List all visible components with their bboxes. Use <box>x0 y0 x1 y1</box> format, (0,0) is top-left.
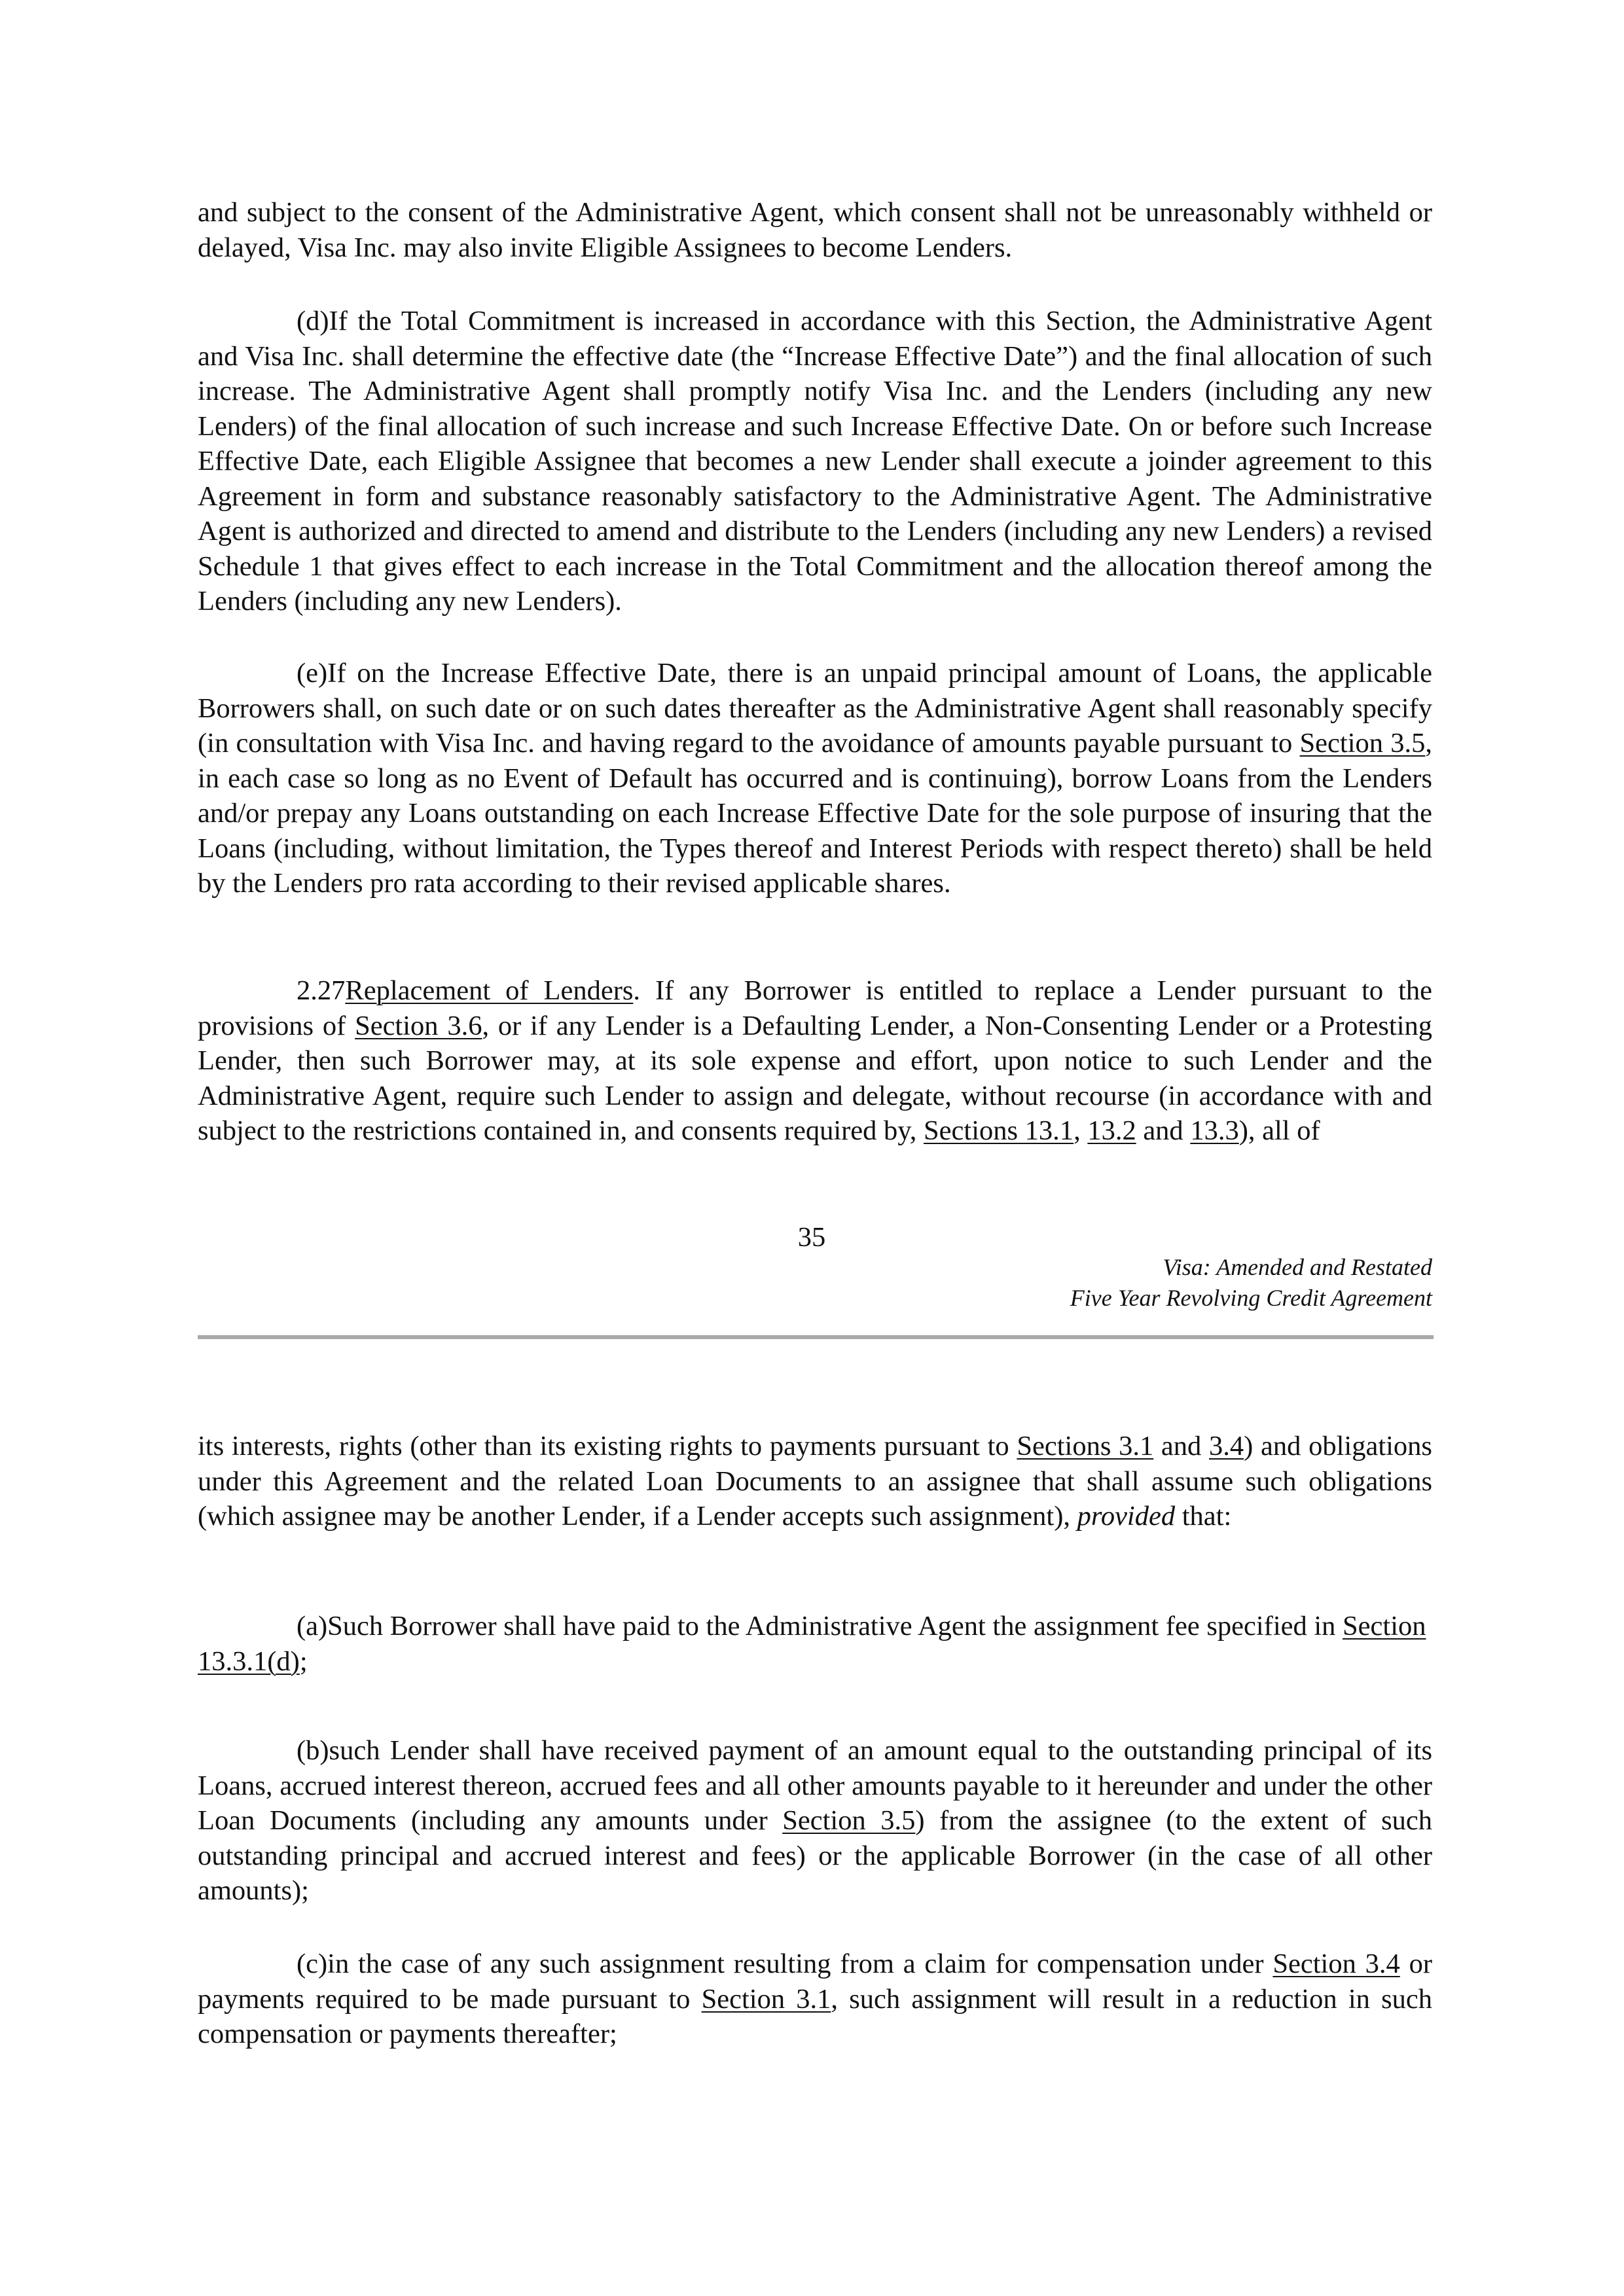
paragraph-text: and subject to the consent of the Administrative Agent, which consent shall not be unreasonably withheld or delayed, Visa Inc. may also invite Eligible Assignees to become Lenders. <box>198 197 1432 263</box>
paragraph-text: (d)If the Total Commitment is increased in accordance with this Section, the Administrative Agent and Visa Inc. shall determine the effective date (the “Increase Effective Date”) and the final allocation of such increase. The Administrative Agent shall promptly notify Visa Inc. and the Lenders (including any new Lenders) of the final allocation of such increase and such Increase Effective Date. On or before such Increase Effective Date, each Eligible Assignee that becomes a new Lender shall execute a joinder agreement to this Agreement in form and substance reasonably satisfactory to the Administrative Agent. The Administrative Agent is authorized and directed to amend and distribute to the Lenders (including any new Lenders) a revised Schedule 1 that gives effect to each increase in the Total Commitment and the allocation thereof among the Lenders (including any new Lenders). <box>198 306 1432 617</box>
paragraph-text: or payments required to be made pursuant to <box>198 1948 1432 2015</box>
paragraph-c <box>198 1946 1432 2052</box>
paragraph-text: (a)Such Borrower shall have paid to the Administrative Agent the assignment fee specified in <box>297 1611 1343 1641</box>
section-reference: 13.3 <box>1190 1115 1239 1146</box>
paragraph-text: , or if any Lender is a Defaulting Lender, a Non-Consenting Lender or a Protesting Lender, then such Borrower may, at its sole expense and effort, upon notice to such Lender and the Administrative Agent, require such Lender to assign and delegate, without recourse (in accordance with and subject to the restrictions contained in, and consents required by, <box>198 1010 1433 1146</box>
section-reference: Section 3.5 <box>1299 728 1426 759</box>
paragraph-text: and <box>1153 1431 1210 1462</box>
paragraph-text: (e)If on the Increase Effective Date, there is an unpaid principal amount of Loans, the applicable Borrowers shall, on such date or on such dates thereafter as the Administrative Agent shall reasonably specify (in consultation with Visa Inc. and having regard to the avoidance of amounts payable pursuant to <box>198 658 1432 759</box>
section-reference: Sections 13.1 <box>924 1115 1074 1146</box>
paragraph-2-27 <box>198 973 1432 1149</box>
emphasis-text: provided <box>1077 1501 1176 1532</box>
section-reference: 13.2 <box>1087 1115 1136 1146</box>
section-reference: Section 3.5 <box>782 1805 916 1836</box>
section-number: 2.27 <box>297 975 346 1006</box>
paragraph-a <box>198 1609 1432 1679</box>
paragraph-d <box>198 304 1432 619</box>
footer-line-2: Five Year Revolving Credit Agreement <box>1070 1285 1432 1311</box>
paragraph-text: . If any Borrower is entitled to replace a Lender pursuant to the provisions of <box>198 975 1433 1041</box>
paragraph-text: , in each case so long as no Event of Default has occurred and is continuing), borrow Loans from the Lenders and/or prepay any Loans outstanding on each Increase Effective Date for the sole purpose of insuring that the Loans (including, without limitation, the Types thereof and Interest Periods with respect thereto) shall be held by the Lenders pro rata according to their revised applicable shares. <box>198 728 1432 899</box>
paragraph-b <box>198 1733 1432 1909</box>
section-reference: 3.4 <box>1209 1431 1244 1462</box>
paragraph-e <box>198 656 1432 901</box>
paragraph-text: ), all of <box>1238 1115 1320 1146</box>
footer-line-1: Visa: Amended and Restated <box>1163 1254 1432 1280</box>
paragraph-text: its interests, rights (other than its existing rights to payments pursuant to <box>198 1431 1017 1462</box>
section-reference: Section 3.1 <box>701 1983 831 2015</box>
paragraph-text: and <box>1136 1115 1191 1146</box>
section-reference: Section 3.6 <box>355 1010 482 1041</box>
section-reference: Sections 3.1 <box>1017 1431 1154 1462</box>
paragraph-continuation-top <box>198 195 1432 265</box>
paragraph-text: (b)such Lender shall have received payment of an amount equal to the outstanding principal of its Loans, accrued interest thereon, accrued fees and all other amounts payable to it hereunder and under the other Loan Documents (including any amounts under <box>198 1735 1432 1836</box>
paragraph-text: ; <box>299 1645 308 1677</box>
page-number: 35 <box>797 1222 826 1253</box>
paragraph-text: ) and obligations under this Agreement and the related Loan Documents to an assignee that shall assume such obligations (which assignee may be another Lender, if a Lender accepts such assignment), <box>198 1431 1432 1532</box>
section-heading: Replacement of Lenders <box>345 975 634 1006</box>
page-divider <box>198 1335 1434 1339</box>
paragraph-text: ) from the assignee (to the extent of such outstanding principal and accrued interest and fees) or the applicable Borrower (in the case of all other amounts); <box>198 1805 1432 1906</box>
section-reference: Section 3.4 <box>1272 1948 1400 1979</box>
paragraph-text: , <box>1074 1115 1088 1146</box>
page-footer <box>1070 1252 1432 1314</box>
paragraph-text: that: <box>1175 1501 1232 1532</box>
section-reference: Section 13.3.1(d) <box>198 1611 1426 1677</box>
paragraph-continuation-bottom <box>198 1429 1432 1534</box>
paragraph-text: , such assignment will result in a reduction in such compensation or payments thereafter; <box>198 1983 1433 2049</box>
paragraph-text: (c)in the case of any such assignment resulting from a claim for compensation under <box>297 1948 1273 1979</box>
